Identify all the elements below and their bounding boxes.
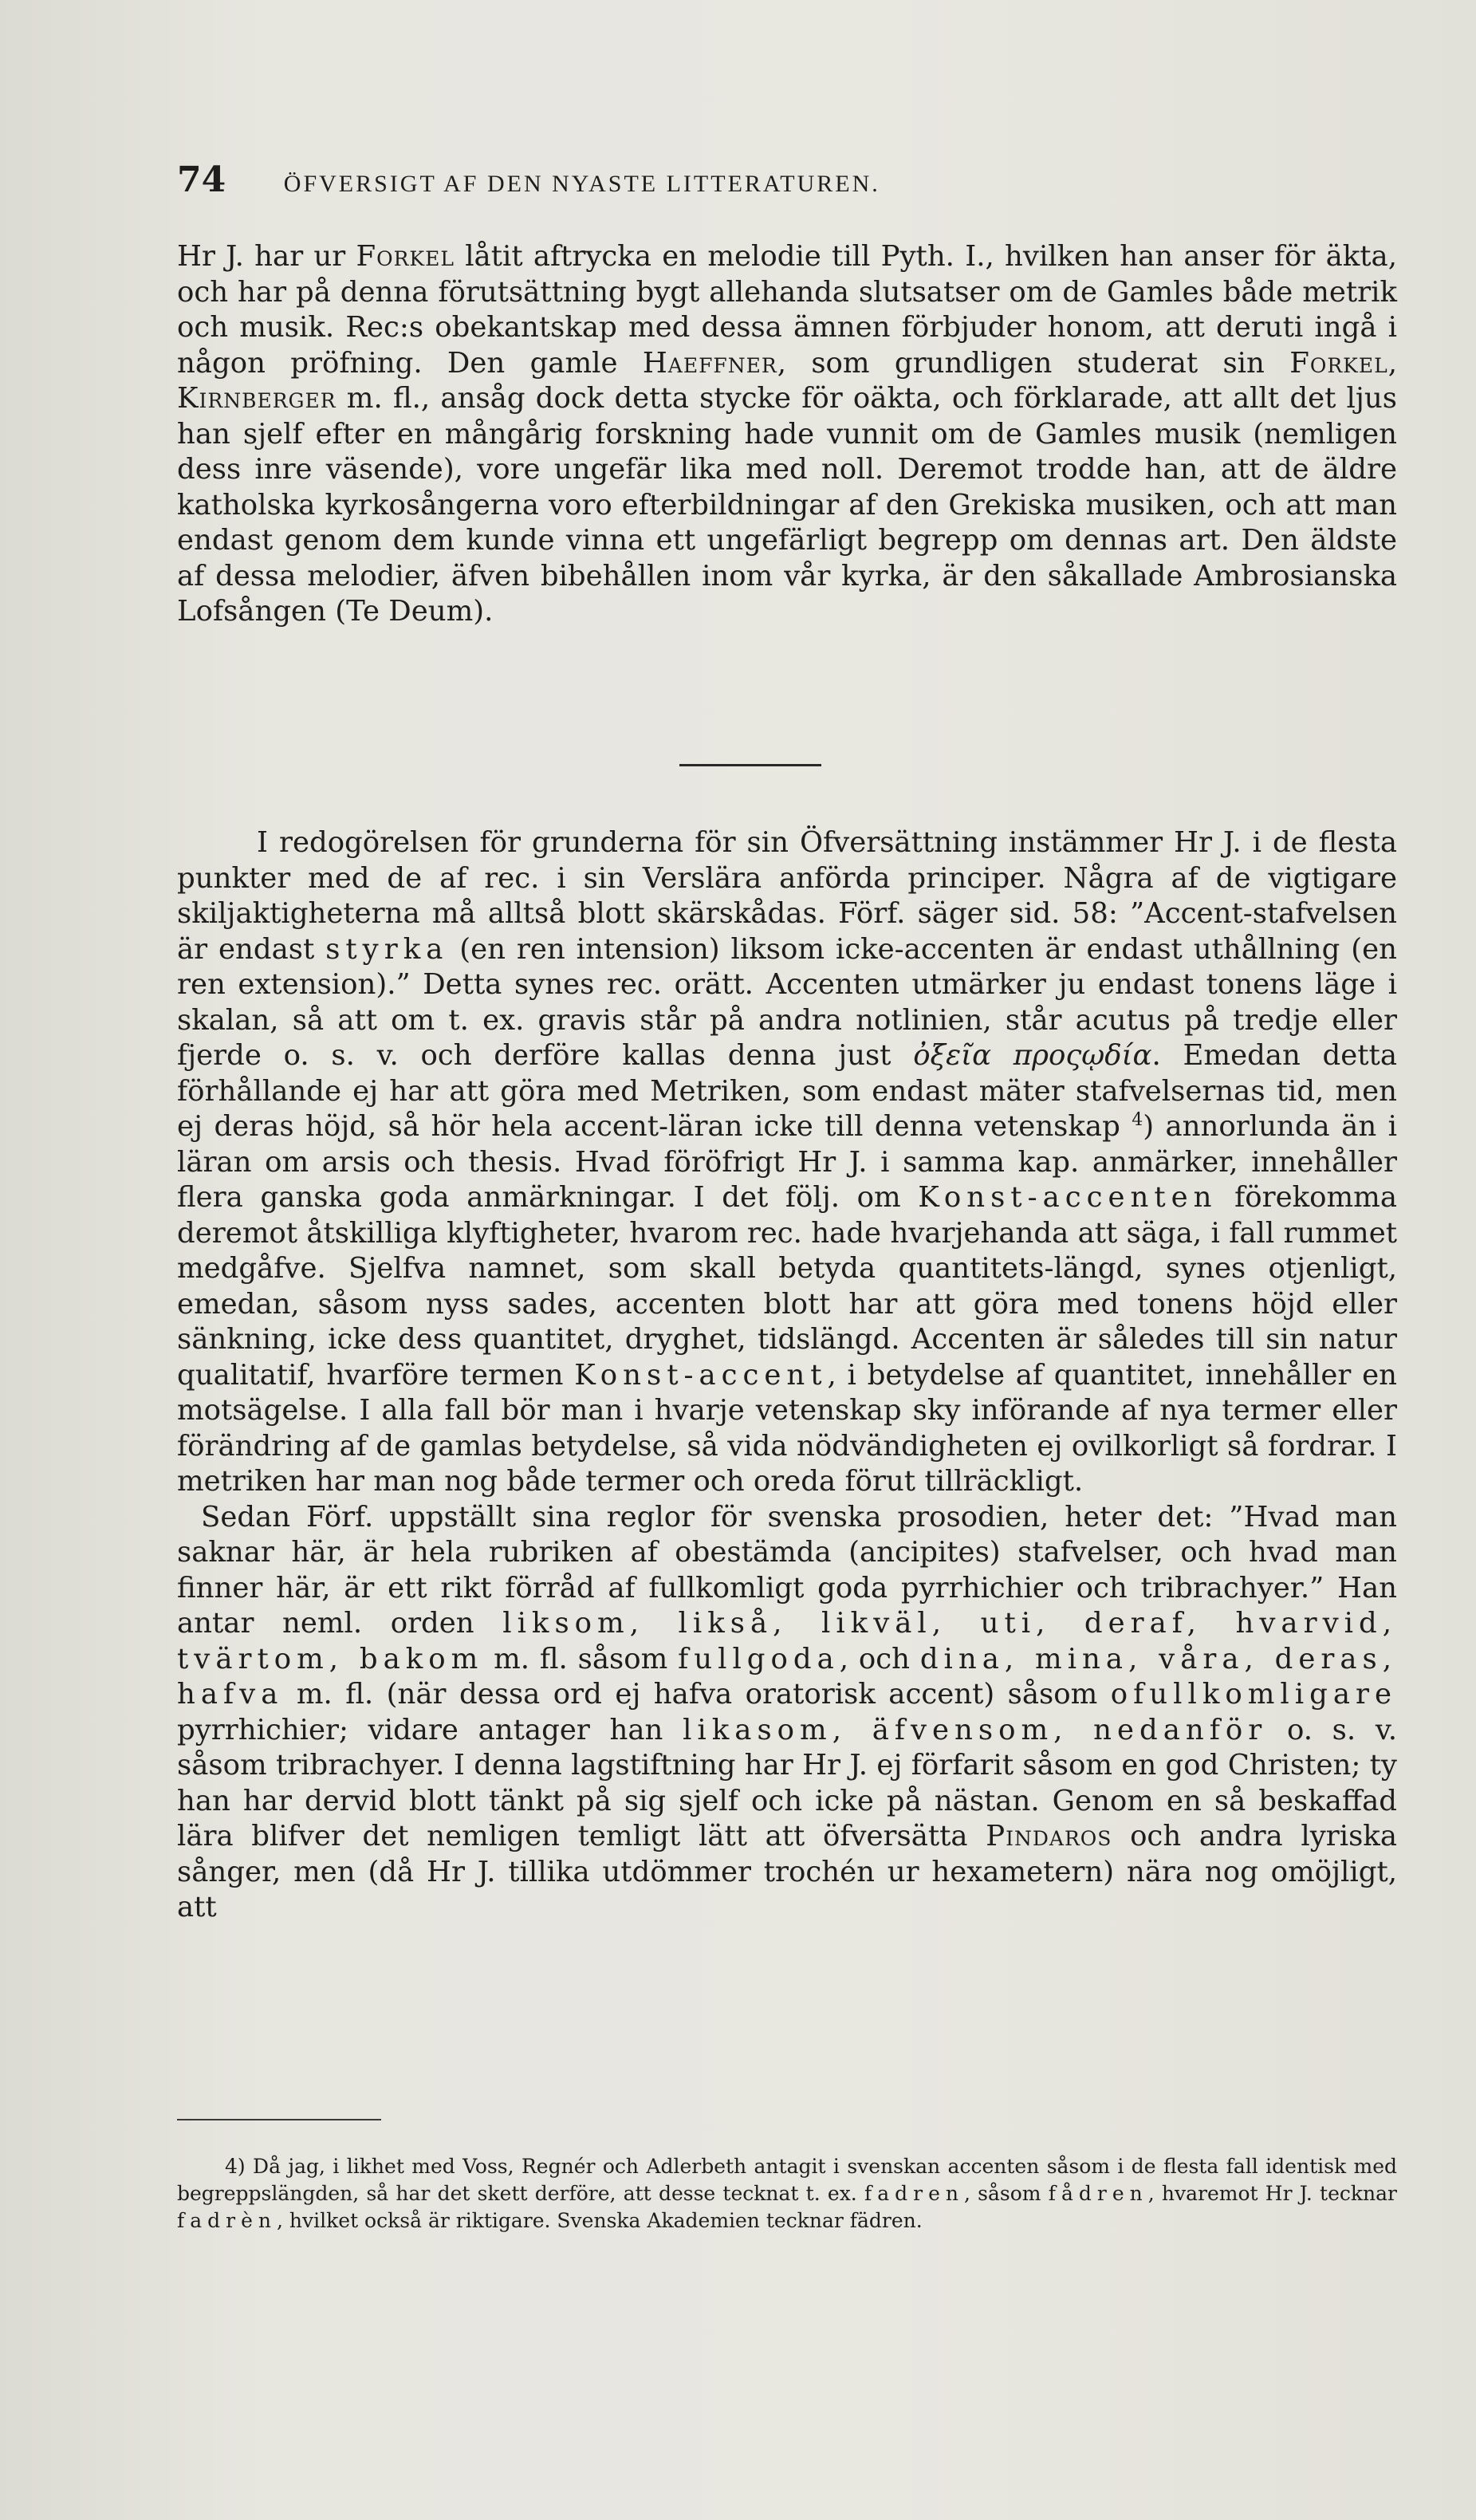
text-run: , hvaremot Hr J. tecknar (1147, 2182, 1397, 2205)
text-run: , såsom (963, 2182, 1049, 2205)
text-run: , som grundligen studerat sin (777, 346, 1290, 380)
page-number: 74 (177, 159, 226, 200)
text-run: , (1387, 346, 1397, 380)
text-run: Sedan Förf. uppställt sina reglor för svenska prosodien, heter det: ”Hvad man saknar här, är hela rubriken af obestämda (ancipites) stafvelser, och hvad man finner här, är ett rikt förråd af fullkomligt goda pyrrhichier och tribrachyer.” Han antar neml. orden (177, 1500, 1397, 1640)
name-forkel: Forkel (1289, 346, 1388, 380)
text-run: , och (839, 1642, 920, 1675)
emphasis-fadren: fadrèn (177, 2209, 277, 2232)
emphasis-word-list: liksom, likså, likväl, uti, deraf, hvarvid, tvärtom, bakom (177, 1607, 1397, 1675)
emphasis-konst-accenten: Konst-accenten (918, 1181, 1218, 1214)
text-run: I redogörelsen för grunderna för sin Öfversättning instämmer Hr J. i de flesta punkter med de af rec. i sin Verslära anförda principer. Några af de vigtigare skiljaktigheterna må alltså blott skärskådas. Förf. säger sid. 58: ”Accent-stafvelsen är endast (177, 826, 1397, 966)
text-run: ) annorlunda än i läran om arsis och thesis. Hvad föröfrigt Hr J. i samma kap. anmärker, innehåller flera ganska goda anmärkningar. I det följ. om (177, 1110, 1397, 1214)
text-run: låtit aftrycka en melodie till Pyth. I., hvilken han anser för äkta, och har på denna förutsättning bygt allehanda slutsatser om de Gamles både metrik och musik. Rec:s obekantskap med dessa ämnen förbjuder honom, att deruti ingå i någon pröfning. Den gamle (177, 240, 1397, 380)
text-run: pyrrhichier; vidare antager han (177, 1713, 683, 1746)
emphasis-word-list: dina, mina, våra, deras, hafva (177, 1642, 1397, 1711)
text-run: (en ren intension) liksom icke-accenten är endast uthållning (en ren extension).” Detta synes rec. orätt. Accenten utmärker ju endast tonens läge i skalan, så att om t. ex. gravis står på andra notlinien, står acutus på tredje eller fjerde o. s. v. och derföre kallas denna just (177, 932, 1397, 1072)
footnote-ref[interactable]: 4 (1132, 1110, 1143, 1131)
text-run: , hvilket också är riktigare. Svenska Akademien tecknar fädren. (277, 2209, 923, 2232)
page-header (177, 159, 1397, 200)
text-run: o. s. v. såsom tribrachyer. I denna lagstiftning har Hr J. ej förfarit såsom en god Christen; ty han har dervid blott tänkt på sig sjelf och icke på nästan. Genom en så beskaffad lära blifver det nemligen temligt lätt att öfversätta (177, 1713, 1397, 1853)
name-pindaros: Pindaros (986, 1820, 1112, 1853)
footnote-divider (177, 2119, 381, 2120)
paragraph-1 (177, 239, 1397, 630)
greek-term: ὀξεῖα προςῳδία (913, 1039, 1152, 1072)
emphasis-konst-accent: Konst-accent (574, 1358, 828, 1392)
emphasis-fadren: fådren (1048, 2182, 1148, 2205)
running-title: ÖFVERSIGT AF DEN NYASTE LITTERATUREN. (283, 171, 880, 197)
section-divider (679, 764, 821, 766)
text-run: m. fl. (när dessa ord ej hafva oratorisk accent) såsom (283, 1678, 1111, 1711)
emphasis-fullgoda: fullgoda (678, 1642, 840, 1675)
name-kirnberger: Kirnberger (177, 382, 337, 415)
emphasis-styrka: styrka (325, 932, 449, 966)
emphasis-fadren: fadren (864, 2182, 964, 2205)
text-run: förekomma deremot åtskilliga klyftigheter, hvarom rec. hade hvarjehanda att säga, i fall rummet medgåfve. Sjelfva namnet, som skall betyda quantitets-längd, synes otjenligt, emedan, såsom nyss sades, accenten blott har att göra med tonens höjd eller sänkning, icke dess quantitet, dryghet, tidslängd. Accenten är således till sin natur qualitatif, hvarföre termen (177, 1181, 1397, 1392)
text-run: 4) Då jag, i likhet med Voss, Regnér och Adlerbeth antagit i svenskan accenten såsom i de flesta fall identisk med begreppslängden, så har det skett derföre, att desse tecknat t. ex. (177, 2155, 1397, 2205)
text-run: . Emedan detta förhållande ej har att göra med Metriken, som endast mäter stafvelsernas tid, men ej deras höjd, så hör hela accent-läran icke till denna vetenskap (177, 1039, 1397, 1143)
text-run: och andra lyriska sånger, men (då Hr J. tillika utdömmer trochén ur hexametern) nära nog omöjligt, att (177, 1820, 1397, 1923)
emphasis-ofullkomligare: ofullkomligare (1110, 1678, 1397, 1711)
name-forkel: Forkel (356, 240, 455, 273)
footnote (177, 2153, 1397, 2235)
text-run: Hr J. har ur (177, 240, 356, 273)
text-run: m. fl., ansåg dock detta stycke för oäkta, och förklarade, att allt det ljus han sjelf efter en mångårig forskning hade vunnit om de Gamles musik (nemligen dess inre väsende), vore ungefär lika med noll. Deremot trodde han, att de äldre katholska kyrkosångerna voro efterbildningar af den Grekiska musiken, och att man endast genom dem kunde vinna ett ungefärligt begrepp om dennas art. Den äldste af dessa melodier, äfven bibehållen inom vår kyrka, är den såkallade Ambrosianska Lofsången (Te Deum). (177, 382, 1397, 628)
text-run: m. fl. såsom (483, 1642, 679, 1675)
name-haeffner: Haeffner (642, 346, 777, 380)
emphasis-word-list: likasom, äfvensom, nedanför (683, 1713, 1268, 1746)
paragraph-2-3 (177, 825, 1397, 1926)
text-run: , i betydelse af quantitet, innehåller en motsägelse. I alla fall bör man i hvarje vetenskap sky införande af nya termer eller förändring af de gamlas betydelse, så vida nödvändigheten ej ovilkorligt så fordrar. I metriken har man nog både termer och oreda förut tillräckligt. (177, 1358, 1397, 1498)
